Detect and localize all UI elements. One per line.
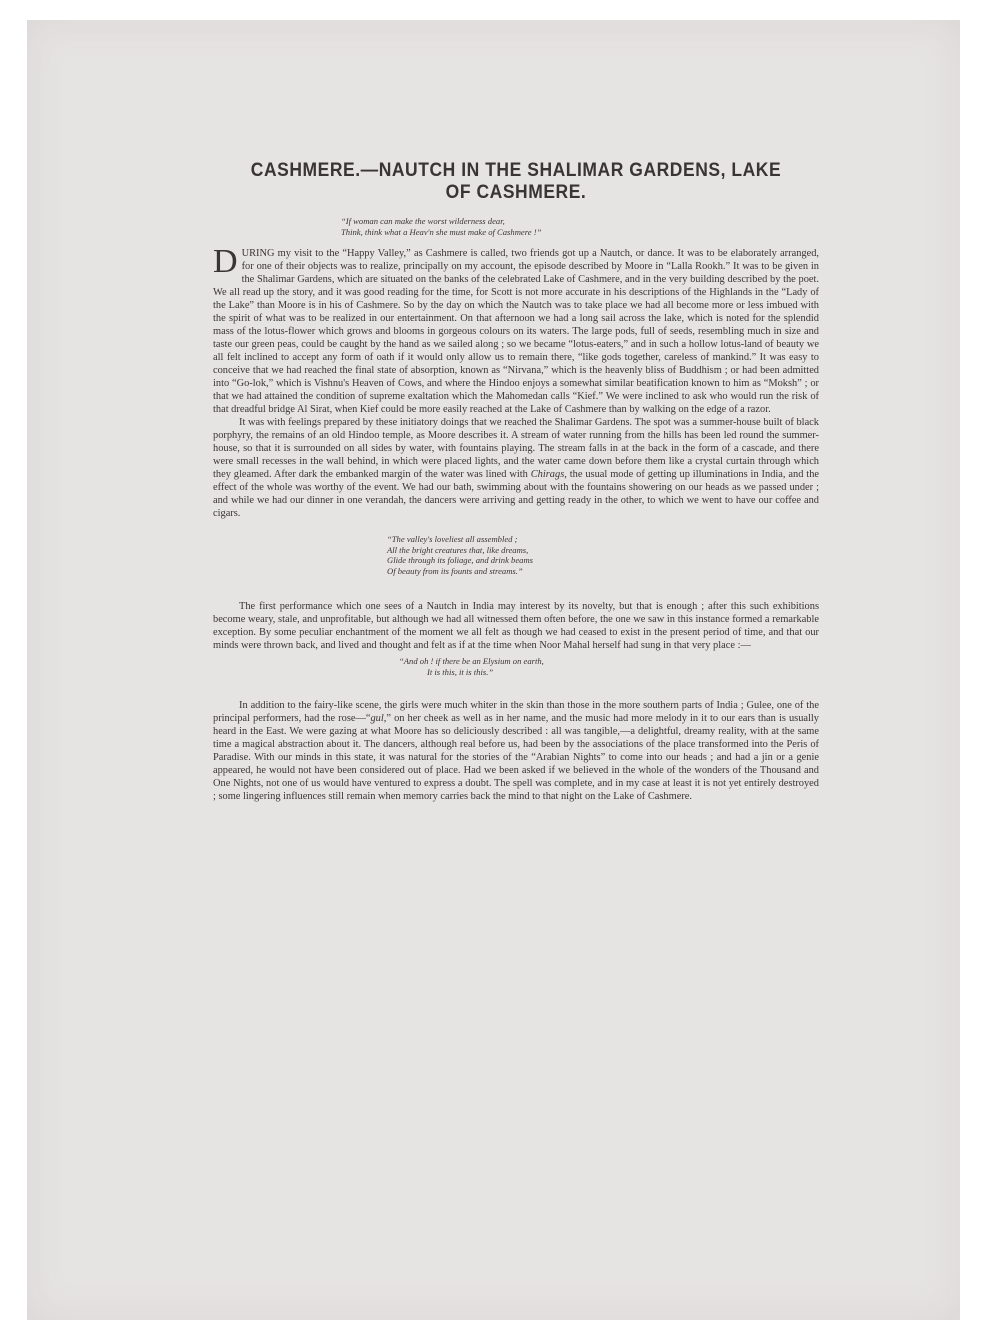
paper-sheet	[27, 20, 960, 1320]
epigraph-line: All the bright creatures that, like dreams,	[387, 544, 529, 555]
italic-term: gul	[370, 713, 384, 724]
page-title: CASHMERE.—NAUTCH IN THE SHALIMAR GARDENS, LAKE OF CASHMERE.	[250, 160, 782, 203]
epigraph-line: Of beauty from its founts and streams.”	[387, 565, 523, 576]
epigraph-line: “If woman can make the worst wilderness dear,	[341, 216, 505, 226]
paragraph-text: It was with feelings prepared by these initiatory doings that we reached the Shalimar Gardens. The spot was a summer-house built of black porphyry, the remains of an old Hindoo temple, as Moore describes it. A stream of water running from the hills has been led round the summer-house, so that it is surrounded on all sides by water, with fountains playing. The stream falls in at the back in the form of a cascade, and there were small recesses in the wall behind, in which were placed lights, and the water came down before them like a crystal curtain through which they gleamed. After dark the embanked margin of the water was lined with	[213, 417, 819, 480]
paragraph-text: ,” on her cheek as well as in her name, and the music had more melody in it to our ears than is usually heard in the East. We were gazing at what Moore has so deliciously described : all was tangible,—a delightful, dreamy reality, with at the same time a magical abstraction about it. The dancers, although real before us, had been by the associations of the place transformed into the Peris of Paradise. With our minds in this state, it was natural for the stories of the “Arabian Nights” to come into our heads ; and had a jin or a genie appeared, he would not have been considered out of place. Had we been asked if we believed in the whole of the wonders of the Thousand and One Nights, not one of us would have ventured to express a doubt. The spell was complete, and in my case at least it is not yet entirely destroyed ; some lingering influences still remain when memory carries back the mind to that night on the Lake of Cashmere.	[213, 713, 819, 802]
epigraph-mid	[213, 534, 819, 576]
epigraph-line: Glide through its foliage, and drink beams	[387, 555, 534, 565]
epigraph-top	[213, 216, 819, 237]
paragraph-4	[213, 699, 819, 803]
epigraph-line: Think, think what a Heav'n she must make of Cashmere !”	[341, 226, 542, 237]
paragraph-text: my visit to the “Happy Valley,” as Cashmere is called, two friends got up a Nautch, or dance. It was to be elaborately arranged, for one of their objects was to realize, principally on my account, the episode described by Moore in “Lalla Rookh.” It was to be given in the Shalimar Gardens, which are situated on the banks of the celebrated Lake of Cashmere, and in the very building described by the poet. We all read up the story, and it was good reading for the time, for Scott is not more accurate in his descriptions of the Highlands in the “Lady of the Lake” than Moore is in his of Cashmere. So by the day on which the Nautch was to take place we had all become more or less imbued with the spirit of what was to be realized in our entertainment. On that afternoon we had a long sail across the lake, which is noted for the splendid mass of the lotus-flower which grows and blooms in gorgeous colours on its waters. The large pods, full of seeds, resembling much in size and taste our green peas, could be caught by the hand as we sailed along ; so we became “lotus-eaters,” and in such a hollow lotus-land of beauty we all felt inclined to accept any form of oath if it would only allow us to remain there, “like gods together, careless of mankind.” It was easy to conceive that we had reached the final state of absorption, known as “Nirvana,” which is the heavenly bliss of Buddhism ; or had been admitted into “Go-lok,” which is Vishnu's Heaven of Cows, and where the Hindoo enjoys a somewhat similar beatification known to him as “Moksh” ; or that we had attained the condition of supreme exaltation which the Mahomedan calls “Kief.” We were inclined to ask who would run the risk of that dreadful bridge Al Sirat, when Kief could be more easily reached at the Lake of Cashmere than by walking on the edge of a razor.	[213, 248, 819, 415]
epigraph-small	[213, 656, 819, 677]
paragraph-2	[213, 416, 819, 520]
epigraph-line: “The valley's loveliest all assembled ;	[387, 534, 518, 544]
article	[213, 160, 819, 803]
opening-word: URING	[241, 248, 275, 259]
epigraph-line: “And oh ! if there be an Elysium on earth,	[399, 656, 544, 666]
drop-cap: D	[213, 243, 238, 280]
epigraph-line: It is this, it is this.”	[427, 666, 494, 677]
paragraph-text: , the usual mode of getting up illuminations in India, and the effect of the whole was worthy of the event. We had our bath, swimming about with the fountains showering on our heads as we passed under ; and while we had our dinner in one verandah, the dancers were arriving and getting ready in the other, to which we went to have our coffee and cigars.	[213, 469, 819, 519]
italic-term: Chirags	[530, 469, 565, 480]
paragraph-1	[213, 243, 819, 416]
paragraph-3: The first performance which one sees of a Nautch in India may interest by its novelty, but that is enough ; after this such exhibitions become weary, stale, and unprofitable, but although we had all witnessed them often before, the one we saw in this instance formed a remarkable exception. By some peculiar enchantment of the moment we all felt as though we had ceased to exist in the present period of time, and that our minds were thrown back, and lived and thought and felt as if at the time when Noor Mahal herself had sung in that very place :—	[213, 601, 819, 651]
paragraph-text: In addition to the fairy-like scene, the girls were much whiter in the skin than those in the more southern parts of India ; Gulee, one of the principal performers, had the rose—“	[213, 700, 819, 724]
